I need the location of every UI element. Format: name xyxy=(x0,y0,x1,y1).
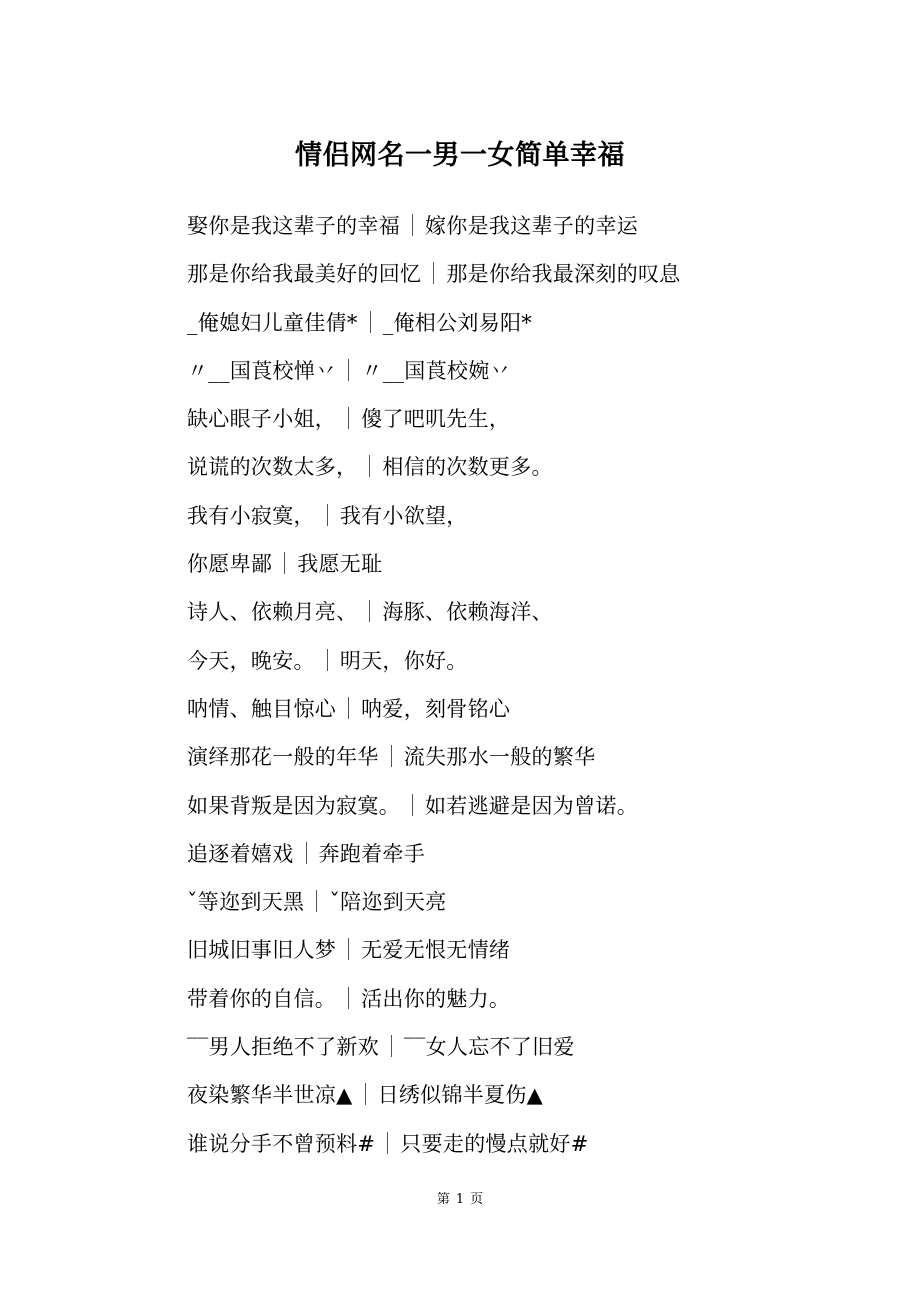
male-name: 我有小寂寞， xyxy=(187,503,315,528)
couple-names-list xyxy=(187,206,867,1172)
female-name: 我有小欲望， xyxy=(339,503,468,528)
page-suffix: 页 xyxy=(470,1192,484,1207)
male-name: ˇ等迩到天黑 xyxy=(187,890,305,915)
male-name: 谁说分手不曾预料# xyxy=(187,1131,376,1156)
page-title: 情侣网名一男一女简单幸福 xyxy=(295,140,625,171)
female-name: 我愿无耻 xyxy=(297,552,383,577)
male-name: 娶你是我这辈子的幸福 xyxy=(187,214,400,238)
male-name: 呐情、触目惊心 xyxy=(187,696,337,721)
list-item xyxy=(187,689,867,737)
list-item xyxy=(187,641,867,689)
male-name: 说谎的次数太多， xyxy=(187,455,358,480)
list-item xyxy=(187,1027,867,1075)
female-name: 傻了吧叽先生， xyxy=(361,407,511,432)
separator xyxy=(348,359,349,381)
female-name: 只要走的慢点就好# xyxy=(400,1131,589,1156)
list-item xyxy=(187,834,867,882)
separator xyxy=(387,1132,388,1154)
male-name: 带着你的自信。 xyxy=(187,986,337,1011)
separator xyxy=(391,745,392,767)
list-item xyxy=(187,1124,867,1172)
list-item xyxy=(187,1075,867,1123)
male-name: _俺媳妇儿童佳倩* xyxy=(187,310,358,335)
separator xyxy=(348,697,349,719)
separator xyxy=(412,214,413,236)
male-name: 今天，晚安。 xyxy=(187,648,315,673)
female-name: 相信的次数更多。 xyxy=(382,455,553,480)
male-name: 你愿卑鄙 xyxy=(187,552,273,577)
list-item xyxy=(187,496,867,544)
list-item xyxy=(187,447,867,495)
list-item xyxy=(187,737,867,785)
separator xyxy=(327,504,328,526)
female-name: _俺相公刘易阳* xyxy=(382,310,533,335)
separator xyxy=(365,1083,366,1105)
female-name: 那是你给我最深刻的叹息 xyxy=(446,262,681,287)
separator xyxy=(348,407,349,429)
list-item xyxy=(187,882,867,930)
female-name: 明天，你好。 xyxy=(339,648,468,673)
list-item xyxy=(187,979,867,1027)
list-item xyxy=(187,351,867,399)
male-name: 那是你给我最美好的回忆 xyxy=(187,262,422,287)
separator xyxy=(433,262,434,284)
male-name: ‾‾男人拒绝不了新欢 xyxy=(187,1035,379,1060)
male-name: 夜染繁华半世凉▲ xyxy=(187,1083,353,1108)
female-name: ‾‾女人忘不了旧爱 xyxy=(404,1035,575,1060)
separator xyxy=(284,552,285,574)
separator xyxy=(391,1035,392,1057)
separator xyxy=(306,842,307,864)
male-name: 追逐着嬉戏 xyxy=(187,841,294,866)
male-name: 诗人、依赖月亮、 xyxy=(187,600,358,625)
female-name: 日绣似锦半夏伤▲ xyxy=(377,1083,544,1108)
female-name: 流失那水一般的繁华 xyxy=(403,745,596,770)
list-item xyxy=(187,303,867,351)
separator xyxy=(316,890,317,912)
separator xyxy=(370,311,371,333)
separator xyxy=(369,600,370,622)
female-name: 如若逃避是因为曾诺。 xyxy=(425,793,638,818)
page-number: 1 xyxy=(455,1192,465,1207)
separator xyxy=(348,987,349,1009)
list-item xyxy=(187,786,867,834)
male-name: 缺心眼子小姐， xyxy=(187,407,337,432)
female-name: 活出你的魅力。 xyxy=(361,986,511,1011)
male-name: 如果背叛是因为寂寞。 xyxy=(187,793,400,818)
page-prefix: 第 xyxy=(436,1192,450,1207)
list-item xyxy=(187,930,867,978)
separator xyxy=(369,455,370,477)
female-name: 奔跑着牵手 xyxy=(318,841,425,866)
separator xyxy=(327,649,328,671)
list-item xyxy=(187,399,867,447)
list-item xyxy=(187,544,867,592)
list-item xyxy=(187,254,867,302)
page-footer xyxy=(0,1190,920,1210)
female-name: 海豚、依赖海洋、 xyxy=(382,600,553,625)
female-name: 〃__国莨校婉丷 xyxy=(361,358,511,383)
male-name: 〃__国莨校惮丷 xyxy=(187,358,337,383)
female-name: ˇ陪迩到天亮 xyxy=(329,890,447,915)
list-item xyxy=(187,206,867,254)
separator xyxy=(412,794,413,816)
female-name: 呐爱，刻骨铭心 xyxy=(361,696,511,721)
female-name: 嫁你是我这辈子的幸运 xyxy=(425,214,638,238)
separator xyxy=(348,938,349,960)
male-name: 演绎那花一般的年华 xyxy=(187,745,379,770)
female-name: 无爱无恨无情绪 xyxy=(361,938,511,963)
male-name: 旧城旧事旧人梦 xyxy=(187,938,337,963)
list-item xyxy=(187,592,867,640)
